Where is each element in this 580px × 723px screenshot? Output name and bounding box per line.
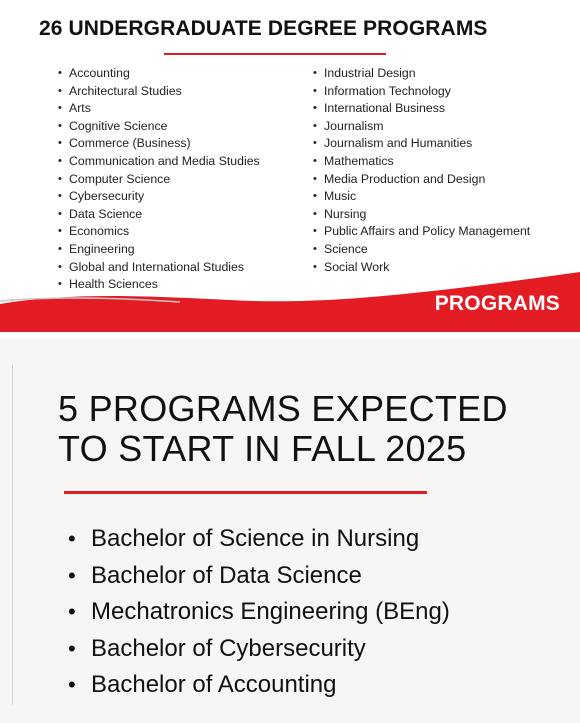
programs-banner-label: PROGRAMS — [434, 292, 560, 315]
new-program-item: • Bachelor of Accounting — [68, 667, 450, 704]
programs-list-right — [313, 65, 530, 276]
new-programs-title — [58, 389, 508, 469]
program-item: • Architectural Studies — [58, 83, 260, 101]
new-program-item: • Bachelor of Science in Nursing — [68, 521, 450, 558]
panel-title: 26 UNDERGRADUATE DEGREE PROGRAMS — [39, 17, 488, 40]
program-item: • Data Science — [58, 206, 260, 224]
program-item: • Nursing — [313, 206, 530, 224]
program-item: • Information Technology — [313, 83, 530, 101]
program-item: • Cybersecurity — [58, 188, 260, 206]
title-underline — [164, 53, 386, 55]
program-item: • Health Sciences — [58, 276, 260, 294]
new-programs-underline — [64, 491, 427, 494]
program-item: • Global and International Studies — [58, 259, 260, 277]
program-item: • Journalism and Humanities — [313, 135, 530, 153]
program-item: • Engineering — [58, 241, 260, 259]
program-item: • Commerce (Business) — [58, 135, 260, 153]
program-item: • Science — [313, 241, 530, 259]
program-item: • Computer Science — [58, 171, 260, 189]
title-line-2: TO START IN FALL 2025 — [58, 428, 467, 469]
program-item: • Accounting — [58, 65, 260, 83]
program-item: • International Business — [313, 100, 530, 118]
program-item: • Music — [313, 188, 530, 206]
program-item: • Social Work — [313, 259, 530, 277]
scan-edge-line — [12, 365, 13, 705]
new-program-item: • Bachelor of Cybersecurity — [68, 631, 450, 668]
program-item: • Mathematics — [313, 153, 530, 171]
program-item: • Communication and Media Studies — [58, 153, 260, 171]
program-item: • Economics — [58, 223, 260, 241]
new-programs-list — [68, 521, 450, 704]
program-item: • Journalism — [313, 118, 530, 136]
program-item: • Media Production and Design — [313, 171, 530, 189]
title-line-1: 5 PROGRAMS EXPECTED — [58, 388, 508, 429]
program-item: • Cognitive Science — [58, 118, 260, 136]
program-item: • Public Affairs and Policy Management — [313, 223, 530, 241]
new-program-item: • Mechatronics Engineering (BEng) — [68, 594, 450, 631]
degree-programs-panel — [0, 0, 580, 332]
program-item: • Arts — [58, 100, 260, 118]
program-item: • Industrial Design — [313, 65, 530, 83]
new-program-item: • Bachelor of Data Science — [68, 558, 450, 595]
